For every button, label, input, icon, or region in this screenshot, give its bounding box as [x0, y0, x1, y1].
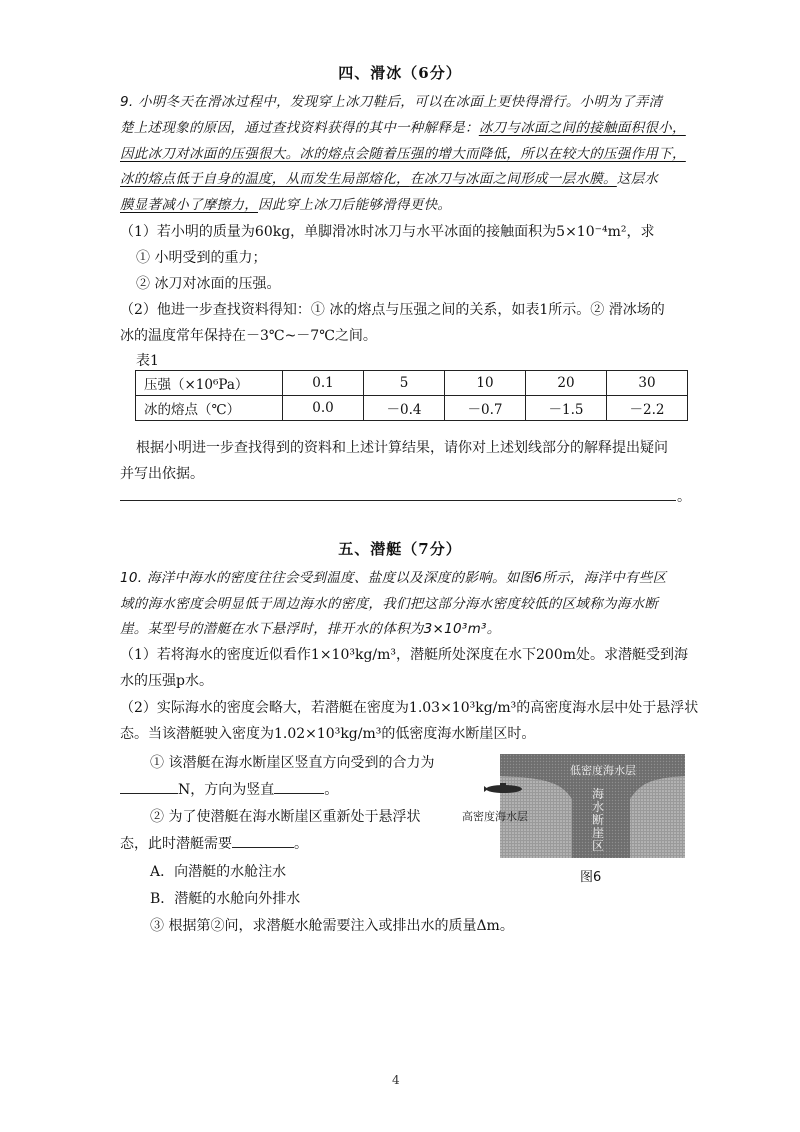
q9-line-5: 膜显著减小了摩擦力，因此穿上冰刀后能够滑得更快。 — [120, 197, 452, 213]
table-cell: －1.5 — [526, 396, 607, 421]
q9-underlined-3b: 在冰刀与冰面之间形成一层水膜。 — [409, 171, 617, 187]
option-a: A．向潜艇的水舱注水 — [150, 864, 287, 880]
q10-sub2-line2: 态，此时潜艇需要 。 — [120, 833, 308, 853]
q10-line-2: 域的海水密度会明显低于周边海水的密度，我们把这部分海水密度较低的区域称为海水断 — [120, 596, 659, 612]
q9-line-3 — [120, 142, 686, 162]
blank-force[interactable] — [120, 779, 178, 794]
q9-part1-b: ② 冰刀对冰面的压强。 — [136, 276, 281, 292]
q10-sub1-line2: N，方向为竖直 。 — [120, 779, 338, 799]
table-cell: 5 — [364, 371, 445, 396]
figure-6 — [500, 754, 685, 858]
q9-underlined-3a: 冰的熔点低于自身的温度，从而发生局部熔化， — [120, 171, 410, 187]
table-cell: －0.7 — [445, 396, 526, 421]
q10-line-3: 崖。某型号的潜艇在水下悬浮时，排开水的体积为3×10³m³。 — [120, 621, 501, 637]
table-cell: 10 — [445, 371, 526, 396]
q10-part1-line1: （1）若将海水的密度近似看作1×10³kg/m³，潜艇所处深度在水下200m处。求潜艇受到海 — [120, 647, 689, 663]
melting-point-table — [135, 370, 688, 421]
q9-part1-a: ① 小明受到的重力； — [136, 250, 267, 266]
answer-period: 。 — [677, 489, 691, 505]
q9-underlined-4: 膜显著减小了摩擦力， — [120, 197, 258, 213]
submarine-icon — [482, 781, 526, 795]
q10-sub3: ③ 根据第②问，求潜艇水舱需要注入或排出水的质量Δm。 — [150, 918, 514, 934]
q9-part2-line2: 冰的温度常年保持在－3℃~－7℃之间。 — [120, 328, 377, 344]
q9-underlined-2: 因此冰刀对冰面的压强很大。冰的熔点会随着压强的增大而降低，所以在较大的压强作用下， — [120, 146, 686, 162]
q9-part3-line2: 并写出依据。 — [120, 466, 204, 482]
q10-line-1: 10. 海洋中海水的密度往往会受到温度、盐度以及深度的影响。如图6所示，海洋中有些区 — [120, 570, 667, 586]
table-cell: 20 — [526, 371, 607, 396]
section5-title: 五、潜艇（7分） — [338, 540, 462, 558]
table-cell: 0.1 — [283, 371, 364, 396]
q10-part2-line1: （2）实际海水的密度会略大，若潜艇在密度为1.03×10³kg/m³的高密度海水层中处于悬浮状 — [120, 700, 699, 716]
q10-part2-line2: 态。当该潜艇驶入密度为1.02×10³kg/m³的低密度海水断崖区时。 — [120, 726, 536, 742]
q9-line-1: 9. 小明冬天在滑冰过程中，发现穿上冰刀鞋后，可以在冰面上更快得滑行。小明为了弄清 — [120, 94, 663, 110]
blank-choice[interactable] — [232, 833, 294, 848]
q10-part1-line2: 水的压强p水。 — [120, 673, 213, 689]
q9-line-2: 楚上述现象的原因，通过查找资料获得的其中一种解释是：冰刀与冰面之间的接触面积很小， — [120, 120, 686, 136]
page-number: 4 — [392, 1073, 400, 1087]
table-cell: －0.4 — [364, 396, 445, 421]
table-row — [136, 396, 688, 421]
low-density-label: 低密度海水层 — [570, 764, 636, 777]
section4-title: 四、滑冰（6分） — [338, 64, 462, 82]
cliff-zone-label: 海 水 断 崖 区 — [592, 787, 605, 853]
q9-line-4: 冰的熔点低于自身的温度，从而发生局部熔化，在冰刀与冰面之间形成一层水膜。这层水 — [120, 171, 659, 187]
table-row-head-melting: 冰的熔点（℃） — [136, 396, 283, 421]
answer-line[interactable] — [120, 500, 676, 501]
table-cell: 0.0 — [283, 396, 364, 421]
table-cell: －2.2 — [607, 396, 688, 421]
q9-part1: （1）若小明的质量为60kg，单脚滑冰时冰刀与水平冰面的接触面积为5×10⁻⁴m²，求 — [120, 224, 655, 240]
table-cell: 30 — [607, 371, 688, 396]
figure-caption: 图6 — [580, 870, 602, 885]
q10-sub2-line1: ② 为了使潜艇在海水断崖区重新处于悬浮状 — [150, 809, 421, 825]
table-row-head-pressure: 压强（×10⁶Pa） — [136, 371, 283, 396]
table-label: 表1 — [136, 353, 159, 369]
table-row — [136, 371, 688, 396]
q9-part2-line1: （2）他进一步查找资料得知：① 冰的熔点与压强之间的关系，如表1所示。② 滑冰场的 — [120, 302, 665, 318]
blank-direction[interactable] — [274, 779, 324, 794]
q10-sub1-line1: ① 该潜艇在海水断崖区竖直方向受到的合力为 — [150, 755, 435, 771]
option-b: B．潜艇的水舱向外排水 — [150, 891, 301, 907]
q9-underlined-1: 冰刀与冰面之间的接触面积很小， — [478, 120, 686, 136]
q9-part3-line1: 根据小明进一步查找得到的资料和上述计算结果，请你对上述划线部分的解释提出疑问 — [136, 440, 668, 456]
high-density-label: 高密度海水层 — [462, 810, 528, 823]
